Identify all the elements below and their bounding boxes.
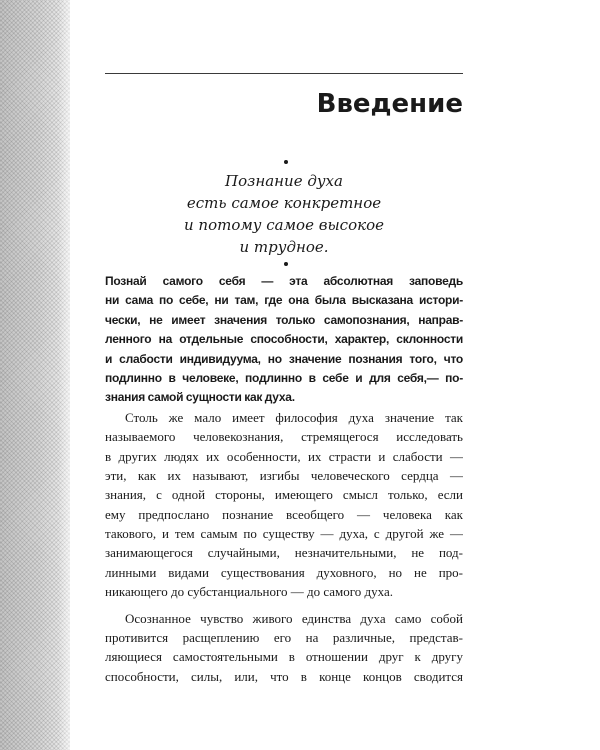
text-line: Познай самого себя — эта абсолютная заповедь [105,274,463,288]
paragraph-gap [105,602,463,609]
epigraph-line: есть самое конкретное [186,194,382,212]
text-line: Осознанное чувство живого единства духа само собой [125,610,463,626]
epigraph-line: и трудное. [239,238,329,256]
text-line: занимающегося случайными, незначительными, не под- [105,545,463,561]
text-line: ленного на отдельные способности, характер, склонности [105,332,463,347]
epigraph-dot-top [284,160,288,164]
text-line: эти, как их называют, изгибы человеческого сердца — [105,467,463,483]
text-line: способности, силы, или, что в конце концов сводится [105,668,463,684]
text-line: ни сама по себе, ни там, где она была высказана истори- [105,293,463,308]
text-line: никающего до субстанциального — до самого духа. [105,584,393,600]
paragraph-2 [105,408,463,602]
paragraph-3 [105,609,463,687]
body-text [105,272,463,686]
text-line: Столь же мало имеет философия духа значение так [125,409,463,425]
text-line: в других людях их особенности, их страсти и слабости — [105,448,463,464]
text-line: подлинно в человеке, подлинно в себе и для себя,— по- [105,370,463,385]
text-line: противится расщеплению его на различные, представ- [105,630,463,646]
epigraph [105,170,463,258]
epigraph-line: Познание духа [225,172,343,190]
text-line: и слабости индивидуума, но значение познания того, что [105,351,463,366]
text-line: линными видами существования духовного, но не про- [105,564,463,580]
epigraph-line: и потому самое высокое [184,216,384,234]
header-rule [105,73,463,74]
paragraph-bold [105,272,463,408]
spine-gradient [58,0,82,750]
text-line: знания, с одной стороны, имеющего смысл только, если [105,487,463,503]
text-line: ляющиеся самостоятельными в отношении друг к другу [105,649,463,665]
text-line: ему предпослано познание всеобщего — человека как [105,506,463,522]
text-line: называемого человекознания, стремящегося исследовать [105,429,463,445]
text-line: чески, не имеет значения только самопознания, направ- [105,312,463,327]
epigraph-dot-bottom [284,262,288,266]
text-line: знания самой сущности как духа. [105,390,295,405]
text-line: такового, и тем самым по существу — духа, с другой же — [105,526,463,542]
chapter-title: Введение [316,89,463,119]
